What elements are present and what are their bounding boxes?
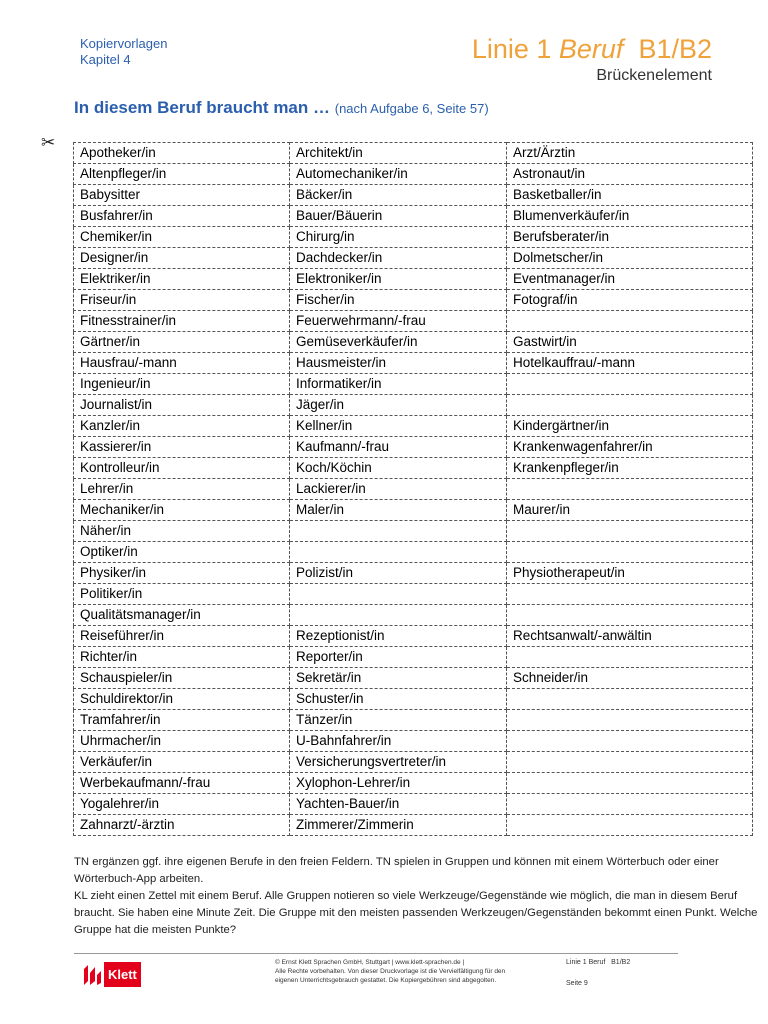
profession-cell: [507, 584, 753, 605]
footer-divider: [74, 953, 678, 954]
profession-cell: Friseur/in: [74, 290, 290, 311]
table-row: [74, 563, 753, 584]
profession-cell: Basketballer/in: [507, 185, 753, 206]
profession-cell: Reiseführer/in: [74, 626, 290, 647]
copyright-line-2: Alle Rechte vorbehalten. Von dieser Druckvorlage ist die Vervielfältigung für den: [275, 968, 506, 975]
profession-cell: Lehrer/in: [74, 479, 290, 500]
profession-cell: Hotelkauffrau/-mann: [507, 353, 753, 374]
table-row: [74, 689, 753, 710]
profession-cell: Kanzler/in: [74, 416, 290, 437]
footer-edition: Linie 1 Beruf B1/B2: [566, 959, 631, 966]
profession-cell: Yachten-Bauer/in: [290, 794, 507, 815]
profession-cell: Hausfrau/-mann: [74, 353, 290, 374]
brand-block: [472, 34, 712, 85]
profession-cell: Yogalehrer/in: [74, 794, 290, 815]
profession-cell: Maler/in: [290, 500, 507, 521]
profession-cell: Fischer/in: [290, 290, 507, 311]
profession-cell: Kellner/in: [290, 416, 507, 437]
profession-cell: Kindergärtner/in: [507, 416, 753, 437]
profession-cell: Elektriker/in: [74, 269, 290, 290]
table-row: [74, 437, 753, 458]
profession-cell: Näher/in: [74, 521, 290, 542]
profession-cell: Rechtsanwalt/-anwältin: [507, 626, 753, 647]
table-row: [74, 710, 753, 731]
profession-cell: Kontrolleur/in: [74, 458, 290, 479]
table-row: [74, 773, 753, 794]
table-row: [74, 731, 753, 752]
profession-cell: [507, 815, 753, 836]
profession-cell: Dolmetscher/in: [507, 248, 753, 269]
copyright-line-3: eigenen Unterrichtsgebrauch gestattet. Die Kopiergebühren sind abgegolten.: [275, 977, 497, 984]
table-row: [74, 521, 753, 542]
table-row: [74, 605, 753, 626]
footer-page-number: Seite 9: [566, 980, 588, 987]
profession-cell: Krankenpfleger/in: [507, 458, 753, 479]
profession-cell: Babysitter: [74, 185, 290, 206]
profession-cell: Richter/in: [74, 647, 290, 668]
profession-cell: [507, 374, 753, 395]
table-row: [74, 248, 753, 269]
profession-cell: Krankenwagenfahrer/in: [507, 437, 753, 458]
profession-cell: Rezeptionist/in: [290, 626, 507, 647]
profession-cell: Arzt/Ärztin: [507, 143, 753, 164]
table-row: [74, 227, 753, 248]
brand-main: Linie 1: [471, 34, 559, 64]
profession-cell: Hausmeister/in: [290, 353, 507, 374]
profession-cell: Zimmerer/Zimmerin: [290, 815, 507, 836]
table-row: [74, 458, 753, 479]
profession-cell: [507, 731, 753, 752]
profession-cell: Politiker/in: [74, 584, 290, 605]
table-row: [74, 794, 753, 815]
profession-cell: Schuldirektor/in: [74, 689, 290, 710]
profession-cell: Versicherungsvertreter/in: [290, 752, 507, 773]
instructions-paragraph-1: TN ergänzen ggf. ihre eigenen Berufe in den freien Feldern. TN spielen in Gruppen und können mit einem Wörterbuch oder einer Wörterbuch-App arbeiten.: [74, 856, 719, 885]
table-row: [74, 185, 753, 206]
table-row: [74, 311, 753, 332]
table-row: [74, 500, 753, 521]
profession-cell: Elektroniker/in: [290, 269, 507, 290]
profession-grid: [73, 142, 753, 836]
profession-cell: Tänzer/in: [290, 710, 507, 731]
profession-cell: Berufsberater/in: [507, 227, 753, 248]
profession-cell: U-Bahnfahrer/in: [290, 731, 507, 752]
profession-cell: [507, 794, 753, 815]
profession-cell: [507, 773, 753, 794]
profession-cell: Mechaniker/in: [74, 500, 290, 521]
table-row: [74, 206, 753, 227]
footer-right: [566, 958, 630, 988]
profession-cell: [290, 542, 507, 563]
header-kapitel: Kapitel 4: [80, 52, 131, 67]
header-kopiervorlagen: Kopiervorlagen: [80, 36, 168, 51]
table-row: [74, 164, 753, 185]
profession-cell: Gemüseverkäufer/in: [290, 332, 507, 353]
brand-title: [472, 34, 712, 64]
table-row: [74, 479, 753, 500]
table-row: [74, 416, 753, 437]
table-row: [74, 332, 753, 353]
profession-cell: Jäger/in: [290, 395, 507, 416]
page-title: [74, 98, 489, 118]
profession-cell: [290, 584, 507, 605]
profession-cell: Kaufmann/-frau: [290, 437, 507, 458]
profession-cell: Fotograf/in: [507, 290, 753, 311]
profession-cell: Schauspieler/in: [74, 668, 290, 689]
profession-cell: Werbekaufmann/-frau: [74, 773, 290, 794]
profession-cell: Verkäufer/in: [74, 752, 290, 773]
instructions-paragraph-2: KL zieht einen Zettel mit einem Beruf. Alle Gruppen notieren so viele Werkzeuge/Gegenstände wie möglich, die man in diesem Beruf braucht. Sie haben eine Minute Zeit. Die Gruppe mit den meisten passenden Werkzeugen/Gegenständen bekommt einen Punkt. Welche Gruppe hat die meisten Punkte?: [74, 890, 758, 936]
copyright: [275, 958, 545, 985]
profession-cell: Reporter/in: [290, 647, 507, 668]
profession-cell: Apotheker/in: [74, 143, 290, 164]
profession-cell: [507, 710, 753, 731]
profession-cell: Bäcker/in: [290, 185, 507, 206]
profession-cell: Sekretär/in: [290, 668, 507, 689]
profession-cell: Blumenverkäufer/in: [507, 206, 753, 227]
table-row: [74, 143, 753, 164]
table-row: [74, 626, 753, 647]
profession-cell: Fitnesstrainer/in: [74, 311, 290, 332]
profession-cell: [507, 647, 753, 668]
profession-cell: Tramfahrer/in: [74, 710, 290, 731]
profession-cell: Zahnarzt/-ärztin: [74, 815, 290, 836]
profession-cell: Lackierer/in: [290, 479, 507, 500]
profession-cell: [507, 605, 753, 626]
profession-cell: Qualitätsmanager/in: [74, 605, 290, 626]
brand-level: B1/B2: [623, 34, 712, 64]
profession-cell: Chemiker/in: [74, 227, 290, 248]
instructions: [74, 854, 764, 939]
profession-cell: Optiker/in: [74, 542, 290, 563]
title-main: In diesem Beruf braucht man …: [74, 98, 335, 117]
table-row: [74, 353, 753, 374]
profession-cell: [507, 752, 753, 773]
profession-cell: Altenpfleger/in: [74, 164, 290, 185]
profession-cell: Schuster/in: [290, 689, 507, 710]
profession-cell: [507, 395, 753, 416]
profession-cell: Dachdecker/in: [290, 248, 507, 269]
brand-subtitle: Brückenelement: [596, 67, 712, 84]
profession-cell: Busfahrer/in: [74, 206, 290, 227]
profession-cell: Journalist/in: [74, 395, 290, 416]
profession-cell: Physiker/in: [74, 563, 290, 584]
table-row: [74, 395, 753, 416]
profession-cell: Polizist/in: [290, 563, 507, 584]
profession-cell: Ingenieur/in: [74, 374, 290, 395]
profession-cell: Eventmanager/in: [507, 269, 753, 290]
klett-wordmark: Klett: [104, 962, 141, 987]
profession-cell: Automechaniker/in: [290, 164, 507, 185]
table-row: [74, 542, 753, 563]
profession-cell: Maurer/in: [507, 500, 753, 521]
profession-cell: Designer/in: [74, 248, 290, 269]
profession-cell: Kassierer/in: [74, 437, 290, 458]
table-row: [74, 815, 753, 836]
profession-cell: Chirurg/in: [290, 227, 507, 248]
table-row: [74, 752, 753, 773]
profession-cell: [507, 689, 753, 710]
profession-cell: Xylophon-Lehrer/in: [290, 773, 507, 794]
profession-cell: Koch/Köchin: [290, 458, 507, 479]
profession-cell: [507, 521, 753, 542]
profession-cell: Physiotherapeut/in: [507, 563, 753, 584]
header-left: [80, 36, 167, 68]
profession-cell: Schneider/in: [507, 668, 753, 689]
klett-leaf-icon: [80, 961, 102, 987]
brand-italic: Beruf: [558, 34, 624, 64]
copyright-line-1: © Ernst Klett Sprachen GmbH, Stuttgart | www.klett-sprachen.de |: [275, 959, 465, 966]
profession-cell: Gärtner/in: [74, 332, 290, 353]
title-reference: (nach Aufgabe 6, Seite 57): [334, 101, 489, 116]
table-row: [74, 269, 753, 290]
profession-cell: Informatiker/in: [290, 374, 507, 395]
profession-cell: Architekt/in: [290, 143, 507, 164]
scissors-icon: ✂: [41, 133, 56, 152]
profession-cell: Uhrmacher/in: [74, 731, 290, 752]
profession-cell: [290, 605, 507, 626]
profession-cell: Astronaut/in: [507, 164, 753, 185]
profession-cell: Bauer/Bäuerin: [290, 206, 507, 227]
profession-cell: [290, 521, 507, 542]
klett-logo: [80, 961, 141, 987]
table-row: [74, 584, 753, 605]
table-row: [74, 290, 753, 311]
profession-cell: Gastwirt/in: [507, 332, 753, 353]
profession-cell: [507, 311, 753, 332]
table-row: [74, 647, 753, 668]
table-row: [74, 668, 753, 689]
profession-cell: [507, 479, 753, 500]
profession-cell: Feuerwehrmann/-frau: [290, 311, 507, 332]
profession-cell: [507, 542, 753, 563]
table-row: [74, 374, 753, 395]
